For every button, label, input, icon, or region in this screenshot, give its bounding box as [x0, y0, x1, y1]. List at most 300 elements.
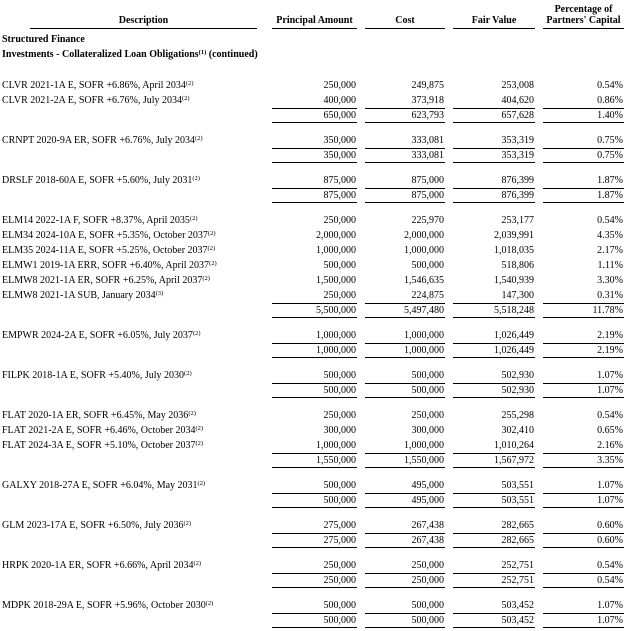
header-principal-amount: [264, 2, 357, 29]
fair-value-cell: [445, 273, 535, 288]
principal-amount-cell: [264, 273, 357, 288]
security-description-text: DRSLF 2018-60A E, SOFR +5.60%, July 2031: [2, 175, 193, 186]
security-description-text: GALXY 2018-27A E, SOFR +6.04%, May 2031: [2, 480, 198, 491]
fair-value-subtotal-cell-value: 252,751: [453, 573, 535, 588]
header-percentage-line1: Percentage of: [554, 4, 613, 15]
security-description: [0, 78, 264, 93]
principal-subtotal-cell-value: 500,000: [272, 493, 357, 508]
percentage-subtotal-cell: [535, 148, 624, 163]
cost-subtotal-cell-value: 5,497,480: [365, 303, 445, 318]
holding-row: [0, 78, 624, 93]
subtotal-description-spacer: [0, 188, 264, 203]
principal-amount-cell-value: 250,000: [323, 80, 356, 91]
security-description-text: ELMW8 2021-1A ER, SOFR +6.25%, April 2037: [2, 275, 203, 286]
percentage-cell-value: 3.30%: [597, 275, 623, 286]
header-percentage: [535, 2, 624, 29]
holding-row: [0, 258, 624, 273]
holding-row: [0, 213, 624, 228]
fair-value-subtotal-cell: [445, 493, 535, 508]
security-description: [0, 423, 264, 438]
section-subtitle-suffix: (continued): [206, 49, 258, 60]
section-clo-continued: [0, 47, 624, 62]
percentage-cell-value: 2.16%: [597, 440, 623, 451]
percentage-cell-value: 0.75%: [597, 135, 623, 146]
principal-amount-cell-value: 400,000: [323, 95, 356, 106]
security-description: [0, 258, 264, 273]
header-cost: [357, 2, 445, 29]
security-description-text: GLM 2023-17A E, SOFR +6.50%, July 2036: [2, 520, 184, 531]
footnote-ref-icon: (2): [202, 274, 210, 282]
cost-subtotal-cell-value: 250,000: [365, 573, 445, 588]
footnote-ref-icon: (2): [197, 479, 206, 487]
principal-amount-cell-value: 1,000,000: [316, 440, 356, 451]
holding-row: [0, 558, 624, 573]
footnote-ref-icon: (2): [192, 329, 201, 337]
percentage-cell: [535, 558, 624, 573]
clo-holdings-table: [0, 2, 624, 628]
percentage-cell: [535, 243, 624, 258]
cost-cell: [357, 368, 445, 383]
security-description-text: CLVR 2021-2A E, SOFR +6.76%, July 2034: [2, 95, 183, 106]
holding-row: [0, 438, 624, 453]
cost-subtotal-cell-value: 500,000: [365, 613, 445, 628]
fair-value-cell: [445, 368, 535, 383]
header-principal-label: Principal Amount: [272, 15, 357, 29]
percentage-cell-value: 1.11%: [597, 260, 623, 271]
cost-cell-value: 250,000: [411, 410, 444, 421]
holding-row: [0, 273, 624, 288]
percentage-cell: [535, 408, 624, 423]
security-description: [0, 173, 264, 188]
principal-subtotal-cell-value: 650,000: [272, 108, 357, 123]
percentage-cell-value: 0.31%: [597, 290, 623, 301]
header-percentage-label: [543, 4, 624, 29]
percentage-cell-value: 0.86%: [597, 95, 623, 106]
cost-subtotal-cell-value: 500,000: [365, 383, 445, 398]
fair-value-subtotal-cell: [445, 533, 535, 548]
cost-subtotal-cell-value: 333,081: [365, 148, 445, 163]
fair-value-cell-value: 255,298: [501, 410, 534, 421]
fair-value-subtotal-cell-value: 1,567,972: [453, 453, 535, 468]
security-description-text: ELM14 2022-1A F, SOFR +8.37%, April 2035: [2, 215, 190, 226]
cost-cell-value: 249,875: [411, 80, 444, 91]
percentage-cell-value: 0.54%: [597, 80, 623, 91]
cost-cell-value: 1,000,000: [404, 245, 444, 256]
percentage-subtotal-cell: [535, 613, 624, 628]
cost-cell-value: 1,000,000: [404, 330, 444, 341]
principal-amount-cell: [264, 258, 357, 273]
principal-subtotal-cell-value: 250,000: [272, 573, 357, 588]
fair-value-cell-value: 404,620: [501, 95, 534, 106]
principal-amount-cell: [264, 173, 357, 188]
security-description: [0, 288, 264, 303]
fair-value-cell: [445, 133, 535, 148]
percentage-cell: [535, 328, 624, 343]
percentage-subtotal-cell-value: 2.19%: [543, 343, 624, 358]
fair-value-subtotal-cell: [445, 613, 535, 628]
security-description-text: ELM34 2024-10A E, SOFR +5.35%, October 2037: [2, 230, 208, 241]
percentage-subtotal-cell-value: 1.07%: [543, 613, 624, 628]
fair-value-cell-value: 302,410: [501, 425, 534, 436]
principal-subtotal-cell: [264, 383, 357, 398]
percentage-cell-value: 0.60%: [597, 520, 623, 531]
percentage-subtotal-cell: [535, 453, 624, 468]
cost-cell: [357, 173, 445, 188]
subtotal-description-spacer: [0, 303, 264, 318]
holding-row: [0, 518, 624, 533]
percentage-cell: [535, 273, 624, 288]
group-subtotal-row: [0, 188, 624, 203]
percentage-cell: [535, 133, 624, 148]
principal-amount-cell: [264, 243, 357, 258]
principal-subtotal-cell: [264, 573, 357, 588]
percentage-cell: [535, 288, 624, 303]
principal-amount-cell-value: 1,500,000: [316, 275, 356, 286]
group-subtotal-row: [0, 493, 624, 508]
fair-value-cell: [445, 228, 535, 243]
group-subtotal-row: [0, 303, 624, 318]
cost-subtotal-cell: [357, 343, 445, 358]
fair-value-subtotal-cell: [445, 343, 535, 358]
footnote-ref-icon: (3): [155, 289, 164, 297]
principal-amount-cell: [264, 328, 357, 343]
security-description: [0, 598, 264, 613]
percentage-cell: [535, 598, 624, 613]
principal-subtotal-cell: [264, 108, 357, 123]
cost-subtotal-cell: [357, 303, 445, 318]
fair-value-cell-value: 1,540,939: [494, 275, 534, 286]
header-description: [0, 2, 264, 29]
holding-row: [0, 228, 624, 243]
holding-row: [0, 598, 624, 613]
security-description: [0, 478, 264, 493]
percentage-cell: [535, 438, 624, 453]
fair-value-cell-value: 518,806: [501, 260, 534, 271]
principal-amount-cell: [264, 438, 357, 453]
security-description: [0, 438, 264, 453]
security-description-text: MDPK 2018-29A E, SOFR +5.96%, October 2030: [2, 600, 206, 611]
percentage-cell-value: 1.07%: [597, 600, 623, 611]
cost-cell-value: 875,000: [411, 175, 444, 186]
cost-cell: [357, 423, 445, 438]
percentage-cell-value: 1.07%: [597, 480, 623, 491]
percentage-cell-value: 2.19%: [597, 330, 623, 341]
cost-cell-value: 373,918: [411, 95, 444, 106]
principal-amount-cell-value: 500,000: [323, 480, 356, 491]
fair-value-subtotal-cell-value: 5,518,248: [453, 303, 535, 318]
principal-amount-cell-value: 2,000,000: [316, 230, 356, 241]
fair-value-cell-value: 253,008: [501, 80, 534, 91]
fair-value-cell-value: 282,665: [501, 520, 534, 531]
percentage-cell-value: 4.35%: [597, 230, 623, 241]
percentage-subtotal-cell-value: 1.07%: [543, 493, 624, 508]
percentage-cell-value: 0.54%: [597, 215, 623, 226]
percentage-subtotal-cell-value: 0.54%: [543, 573, 624, 588]
principal-subtotal-cell: [264, 148, 357, 163]
principal-amount-cell-value: 350,000: [323, 135, 356, 146]
subtotal-description-spacer: [0, 453, 264, 468]
principal-amount-cell: [264, 423, 357, 438]
principal-subtotal-cell-value: 1,550,000: [272, 453, 357, 468]
principal-subtotal-cell: [264, 303, 357, 318]
principal-subtotal-cell: [264, 613, 357, 628]
percentage-subtotal-cell: [535, 493, 624, 508]
principal-amount-cell: [264, 368, 357, 383]
holding-row: [0, 423, 624, 438]
fair-value-cell-value: 503,452: [501, 600, 534, 611]
fair-value-subtotal-cell-value: 503,452: [453, 613, 535, 628]
percentage-cell: [535, 213, 624, 228]
fair-value-subtotal-cell-value: 1,026,449: [453, 343, 535, 358]
principal-amount-cell: [264, 93, 357, 108]
percentage-cell: [535, 173, 624, 188]
group-subtotal-row: [0, 343, 624, 358]
security-description: [0, 93, 264, 108]
cost-subtotal-cell-value: 623,793: [365, 108, 445, 123]
subtotal-description-spacer: [0, 343, 264, 358]
fair-value-cell: [445, 408, 535, 423]
fair-value-cell-value: 502,930: [501, 370, 534, 381]
cost-subtotal-cell-value: 1,000,000: [365, 343, 445, 358]
footnote-ref-icon: (2): [183, 519, 192, 527]
cost-cell-value: 500,000: [411, 600, 444, 611]
percentage-cell-value: 0.54%: [597, 560, 623, 571]
cost-cell-value: 225,970: [411, 215, 444, 226]
principal-subtotal-cell-value: 500,000: [272, 383, 357, 398]
header-fair-value: [445, 2, 535, 29]
section-subtitle-text: Investments - Collateralized Loan Obligations: [2, 49, 199, 60]
footnote-ref-icon: (2): [193, 559, 202, 567]
security-description-text: EMPWR 2024-2A E, SOFR +6.05%, July 2037: [2, 330, 193, 341]
group-spacer: [0, 163, 624, 173]
footnote-ref-icon: (2): [209, 259, 217, 267]
principal-amount-cell: [264, 598, 357, 613]
percentage-cell-value: 1.87%: [597, 175, 623, 186]
percentage-cell: [535, 78, 624, 93]
holding-row: [0, 243, 624, 258]
security-description-text: HRPK 2020-1A ER, SOFR +6.66%, April 2034: [2, 560, 194, 571]
percentage-subtotal-cell: [535, 303, 624, 318]
principal-subtotal-cell-value: 500,000: [272, 613, 357, 628]
percentage-cell: [535, 423, 624, 438]
fair-value-subtotal-cell: [445, 188, 535, 203]
principal-amount-cell-value: 1,000,000: [316, 330, 356, 341]
group-spacer: [0, 588, 624, 598]
security-description-text: FLAT 2020-1A ER, SOFR +6.45%, May 2036: [2, 410, 189, 421]
cost-subtotal-cell: [357, 108, 445, 123]
group-spacer: [0, 398, 624, 408]
cost-subtotal-cell: [357, 383, 445, 398]
subtotal-description-spacer: [0, 493, 264, 508]
principal-amount-cell-value: 250,000: [323, 410, 356, 421]
fair-value-cell: [445, 78, 535, 93]
cost-cell-value: 333,081: [411, 135, 444, 146]
percentage-cell: [535, 93, 624, 108]
percentage-subtotal-cell-value: 1.87%: [543, 188, 624, 203]
fair-value-subtotal-cell-value: 657,628: [453, 108, 535, 123]
cost-cell: [357, 213, 445, 228]
footnote-ref-icon: (2): [194, 134, 203, 142]
percentage-subtotal-cell: [535, 383, 624, 398]
footnote-ref-icon: (2): [195, 439, 204, 447]
security-description-text: ELM35 2024-11A E, SOFR +5.25%, October 2037: [2, 245, 208, 256]
cost-cell-value: 2,000,000: [404, 230, 444, 241]
fair-value-cell-value: 876,399: [501, 175, 534, 186]
principal-amount-cell-value: 250,000: [323, 290, 356, 301]
fair-value-cell-value: 1,026,449: [494, 330, 534, 341]
cost-cell: [357, 478, 445, 493]
header-description-label: Description: [30, 15, 257, 29]
fair-value-subtotal-cell-value: 876,399: [453, 188, 535, 203]
cost-cell-value: 267,438: [411, 520, 444, 531]
cost-cell: [357, 328, 445, 343]
cost-subtotal-cell: [357, 613, 445, 628]
fair-value-cell-value: 2,039,991: [494, 230, 534, 241]
fair-value-cell-value: 503,551: [501, 480, 534, 491]
principal-amount-cell: [264, 133, 357, 148]
percentage-subtotal-cell: [535, 573, 624, 588]
security-description-text: FILPK 2018-1A E, SOFR +5.40%, July 2030: [2, 370, 185, 381]
group-spacer: [0, 548, 624, 558]
cost-cell-value: 250,000: [411, 560, 444, 571]
cost-cell: [357, 518, 445, 533]
principal-amount-cell-value: 875,000: [323, 175, 356, 186]
group-subtotal-row: [0, 108, 624, 123]
security-description-text: CLVR 2021-1A E, SOFR +6.86%, April 2034: [2, 80, 186, 91]
cost-cell-value: 1,000,000: [404, 440, 444, 451]
cost-subtotal-cell-value: 875,000: [365, 188, 445, 203]
principal-amount-cell: [264, 288, 357, 303]
fair-value-cell-value: 252,751: [501, 560, 534, 571]
principal-amount-cell: [264, 408, 357, 423]
group-spacer: [0, 203, 624, 213]
cost-cell: [357, 273, 445, 288]
cost-cell: [357, 598, 445, 613]
principal-subtotal-cell-value: 1,000,000: [272, 343, 357, 358]
principal-subtotal-cell-value: 275,000: [272, 533, 357, 548]
fair-value-cell: [445, 288, 535, 303]
fair-value-cell-value: 253,177: [501, 215, 534, 226]
fair-value-cell: [445, 558, 535, 573]
security-description: [0, 213, 264, 228]
principal-amount-cell-value: 500,000: [323, 370, 356, 381]
principal-amount-cell-value: 500,000: [323, 600, 356, 611]
fair-value-cell: [445, 258, 535, 273]
group-subtotal-row: [0, 148, 624, 163]
fair-value-subtotal-cell: [445, 453, 535, 468]
fair-value-subtotal-cell-value: 353,319: [453, 148, 535, 163]
holding-row: [0, 133, 624, 148]
security-description-text: ELMW8 2021-1A SUB, January 2034: [2, 290, 156, 301]
fair-value-cell: [445, 478, 535, 493]
footnote-ref-icon: (2): [189, 214, 198, 222]
subtotal-description-spacer: [0, 533, 264, 548]
cost-subtotal-cell-value: 267,438: [365, 533, 445, 548]
principal-amount-cell: [264, 518, 357, 533]
fair-value-cell: [445, 438, 535, 453]
cost-subtotal-cell: [357, 573, 445, 588]
cost-subtotal-cell-value: 1,550,000: [365, 453, 445, 468]
principal-amount-cell: [264, 213, 357, 228]
principal-subtotal-cell: [264, 188, 357, 203]
percentage-cell: [535, 368, 624, 383]
percentage-subtotal-cell: [535, 108, 624, 123]
section-title: Structured Finance: [2, 34, 85, 45]
cost-cell: [357, 408, 445, 423]
percentage-subtotal-cell-value: 0.60%: [543, 533, 624, 548]
principal-subtotal-cell: [264, 343, 357, 358]
principal-subtotal-cell-value: 350,000: [272, 148, 357, 163]
cost-cell: [357, 133, 445, 148]
fair-value-cell-value: 1,010,264: [494, 440, 534, 451]
cost-cell-value: 495,000: [411, 480, 444, 491]
holding-row: [0, 328, 624, 343]
fair-value-subtotal-cell-value: 502,930: [453, 383, 535, 398]
holding-row: [0, 93, 624, 108]
security-description: [0, 328, 264, 343]
percentage-subtotal-cell-value: 1.07%: [543, 383, 624, 398]
footnote-ref-icon: (2): [182, 94, 190, 102]
security-description-text: ELMW1 2019-1A ERR, SOFR +6.40%, April 2037: [2, 260, 210, 271]
fair-value-subtotal-cell: [445, 148, 535, 163]
section-subtitle: [0, 47, 624, 62]
fair-value-cell: [445, 93, 535, 108]
principal-amount-cell-value: 250,000: [323, 215, 356, 226]
principal-amount-cell-value: 250,000: [323, 560, 356, 571]
principal-subtotal-cell: [264, 453, 357, 468]
security-description-text: FLAT 2021-2A E, SOFR +6.46%, October 2034: [2, 425, 196, 436]
security-description: [0, 133, 264, 148]
group-spacer: [0, 318, 624, 328]
cost-cell: [357, 288, 445, 303]
principal-subtotal-cell: [264, 493, 357, 508]
subtotal-description-spacer: [0, 108, 264, 123]
group-spacer: [0, 62, 624, 78]
cost-subtotal-cell: [357, 533, 445, 548]
group-subtotal-row: [0, 573, 624, 588]
fair-value-cell: [445, 518, 535, 533]
percentage-subtotal-cell-value: 3.35%: [543, 453, 624, 468]
group-spacer: [0, 123, 624, 133]
cost-cell-value: 224,875: [411, 290, 444, 301]
fair-value-cell-value: 1,018,035: [494, 245, 534, 256]
cost-cell: [357, 243, 445, 258]
cost-cell: [357, 258, 445, 273]
group-spacer: [0, 358, 624, 368]
cost-cell-value: 1,546,635: [404, 275, 444, 286]
holding-row: [0, 288, 624, 303]
cost-cell: [357, 78, 445, 93]
holding-row: [0, 368, 624, 383]
header-fair-value-label: Fair Value: [453, 15, 535, 29]
percentage-subtotal-cell-value: 1.40%: [543, 108, 624, 123]
group-spacer: [0, 508, 624, 518]
percentage-subtotal-cell-value: 0.75%: [543, 148, 624, 163]
subtotal-description-spacer: [0, 613, 264, 628]
fair-value-cell: [445, 598, 535, 613]
fair-value-subtotal-cell: [445, 573, 535, 588]
percentage-cell: [535, 258, 624, 273]
cost-cell-value: 500,000: [411, 370, 444, 381]
cost-cell: [357, 438, 445, 453]
cost-cell: [357, 228, 445, 243]
percentage-cell: [535, 228, 624, 243]
percentage-subtotal-cell: [535, 533, 624, 548]
footnote-ref-icon: (2): [205, 599, 214, 607]
cost-subtotal-cell: [357, 493, 445, 508]
group-subtotal-row: [0, 453, 624, 468]
cost-cell-value: 300,000: [411, 425, 444, 436]
